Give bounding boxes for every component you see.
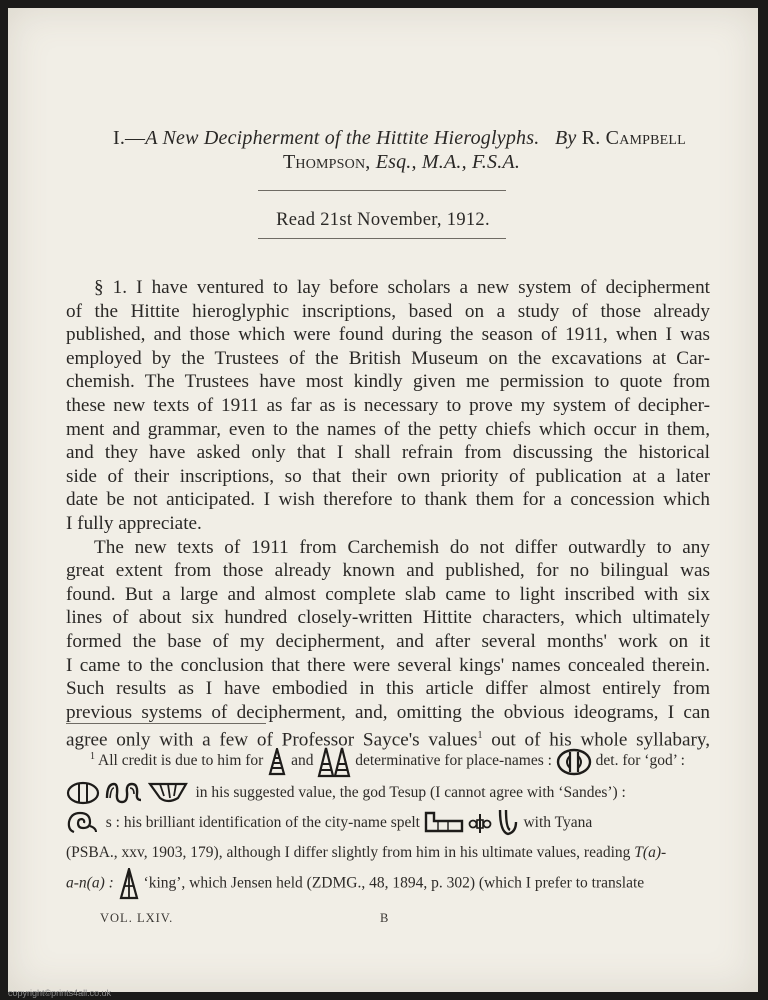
body-line: ment and grammar, even to the names of the petty chiefs which occur in them, <box>66 418 710 440</box>
footnote-text: in his suggested value, the god Tesup (I cannot agree with ‘Sandes’) : <box>195 783 626 801</box>
footnote-text: and <box>291 752 314 770</box>
body-line: § 1. I have ventured to lay before scholars a new system of decipherment <box>94 277 710 298</box>
title-italic: A New Decipherment of the Hittite Hieroglyphs. <box>145 127 540 149</box>
volume-label: VOL. LXIV. <box>100 911 174 925</box>
body-line: lines of about six hundred closely-written Hittite characters, which ultimately <box>66 607 710 629</box>
cone-hieroglyph-icon <box>267 748 287 776</box>
article-body <box>66 276 710 752</box>
signature-mark: B <box>380 911 390 925</box>
title-rule <box>258 190 506 191</box>
hand-hieroglyph-icon <box>148 780 188 806</box>
city-sign-dots-icon <box>468 811 492 835</box>
article-title <box>113 126 713 174</box>
body-line-text: agree only with a few of Professor Sayce's values <box>66 729 478 751</box>
city-sign-block-icon <box>424 811 464 835</box>
body-line: of the Hittite hieroglyphic inscriptions, based on a study of those already <box>66 300 710 322</box>
footnote-text: with Tyana <box>523 813 593 831</box>
footnote-ref: 1 <box>477 730 483 742</box>
watermark: copyright©prints4all.co.uk <box>8 988 112 998</box>
city-sign-hook-icon <box>496 808 520 838</box>
god-sign-icon <box>66 781 100 805</box>
book-page <box>8 8 758 992</box>
body-line: Such results as I have embodied in this article differ almost entirely from <box>66 678 710 700</box>
read-date: Read 21st November, 1912. <box>276 210 490 230</box>
body-line: great extent from those already known and published, for no bilingual was <box>66 560 710 582</box>
king-hieroglyph-icon <box>118 868 140 900</box>
body-line: The new texts of 1911 from Carchemish do not differ outwardly to any <box>94 536 710 558</box>
body-line: side of their inscriptions, so that their own priority of publication at a later <box>66 465 710 487</box>
title-prefix: I.— <box>113 127 146 149</box>
body-line: and they have asked only that I shall refrain from discussing the historical <box>66 442 710 464</box>
god-determinative-icon <box>556 748 592 776</box>
footnote-text: a-n(a) : <box>66 874 114 892</box>
author-last: Thompson, <box>283 151 371 173</box>
body-line: previous systems of decipherment, and, omitting the obvious ideograms, I can <box>66 701 710 723</box>
double-cone-hieroglyph-icon <box>317 746 351 778</box>
body-line-text: out of his whole syllabary, <box>491 729 710 751</box>
date-rule <box>258 238 506 239</box>
footnote-rule <box>66 723 266 724</box>
body-line: I came to the conclusion that there were several kings' names concealed therein. <box>66 654 710 676</box>
body-line: employed by the Trustees of the British Museum on the excavations at Car- <box>66 347 710 369</box>
author-degrees: Esq., M.A., F.S.A. <box>375 151 521 173</box>
body-line: found. But a large and almost complete slab came to light inscribed with six <box>66 583 710 605</box>
spiral-hieroglyph-icon <box>66 810 98 836</box>
author-first: R. Campbell <box>581 127 686 149</box>
title-by: By <box>555 127 577 149</box>
body-line: formed the base of my decipherment, and after several months' work on it <box>66 630 710 652</box>
footnote-text: ‘king’, which Jensen held (ZDMG., 48, 1894, p. 302) (which I prefer to translate <box>143 874 645 892</box>
footnote-text: determinative for place-names : <box>355 752 552 770</box>
body-line: these new texts of 1911 as far as is necessary to prove my system of decipher- <box>66 394 710 416</box>
wavy-hieroglyph-icon <box>104 780 144 806</box>
footnote-number: 1 <box>90 751 95 762</box>
footnote-text: det. for ‘god’ : <box>595 752 685 770</box>
footnote-text: T(a)- <box>634 844 667 862</box>
footnote-text: All credit is due to him for <box>98 752 264 770</box>
footnote-text: s : his brilliant identification of the city-name spelt <box>105 813 420 831</box>
body-line: chemish. The Trustees have most kindly given me permission to quote from <box>66 371 710 393</box>
footnote-text: (PSBA., xxv, 1903, 179), although I differ slightly from him in his ultimate values, reading <box>66 844 631 862</box>
body-line: published, and those which were found during the season of 1911, when I was <box>66 324 710 346</box>
footnote <box>66 742 716 900</box>
body-line: date be not anticipated. I wish therefore to thank them for a concession which <box>66 489 710 511</box>
body-line: I fully appreciate. <box>66 512 202 534</box>
